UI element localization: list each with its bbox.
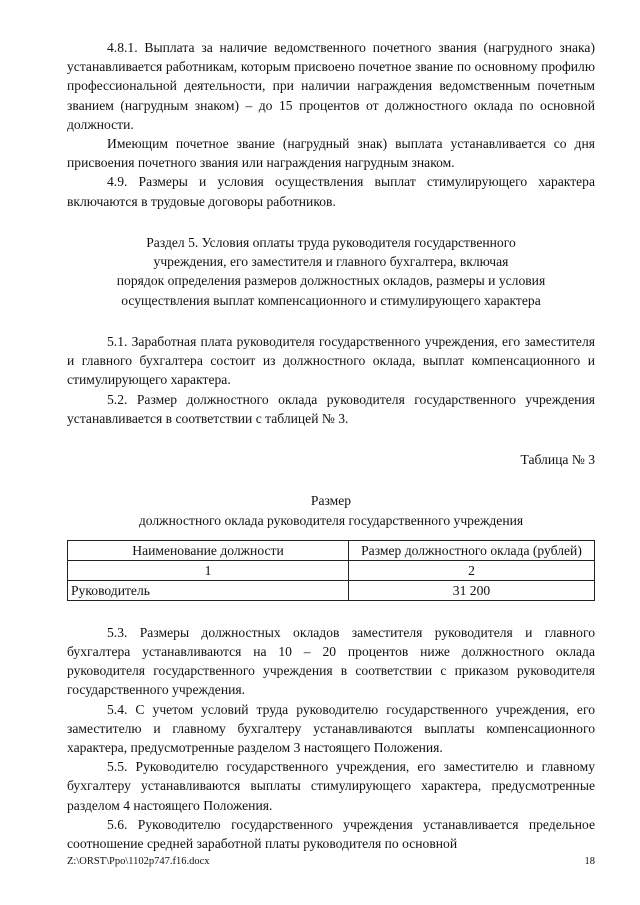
paragraph-4-8-1: 4.8.1. Выплата за наличие ведомственного почетного звания (нагрудного знака) устанавливается работникам, которым присвоено почетное звание по основному профилю профессиональной деятельности, при наличии награждения ведомственным почетным званием (нагрудным знаком) – до 15 процентов от должностного оклада по основной должности.: [67, 40, 595, 132]
paragraph-4-9: 4.9. Размеры и условия осуществления выплат стимулирующего характера включаются в трудовые договоры работников.: [67, 174, 595, 209]
table-header-row: [68, 540, 595, 560]
section-heading-line: порядок определения размеров должностных окладов, размеры и условия: [116, 273, 546, 289]
table-number-row: [68, 560, 595, 580]
table-cell-position: Руководитель: [68, 580, 349, 600]
paragraph-5-5: 5.5. Руководителю государственного учреждения, его заместителю и главному бухгалтеру устанавливаются выплаты стимулирующего характера, предусмотренные разделом 4 настоящего Положения.: [67, 759, 595, 813]
table-subtitle: должностного оклада руководителя государственного учреждения: [138, 512, 524, 528]
paragraph-honorary-title: Имеющим почетное звание (нагрудный знак) выплата устанавливается со дня присвоения почетного звания или награждения нагрудным знаком.: [67, 136, 595, 171]
section-heading-line: Раздел 5. Условия оплаты труда руководителя государственного: [146, 234, 516, 250]
page-footer: [67, 855, 595, 869]
section-heading-line: учреждения, его заместителя и главного бухгалтера, включая: [153, 254, 509, 270]
table-cell-salary: 31 200: [349, 580, 595, 600]
table-title: Размер: [310, 493, 352, 509]
footer-page-number: 18: [584, 856, 595, 867]
table-col-number: 2: [349, 560, 595, 580]
paragraph-5-4: 5.4. С учетом условий труда руководителю государственного учреждения, его заместителю и главному бухгалтеру устанавливаются выплаты компенсационного характера, предусмотренные разделом 3 настоящего Положения.: [67, 701, 595, 756]
table-label: Таблица № 3: [520, 452, 595, 468]
section-heading-line: осуществления выплат компенсационного и стимулирующего характера: [121, 292, 541, 308]
section-5-heading: [67, 233, 595, 310]
table-header-position: Наименование должности: [68, 540, 349, 560]
paragraph-5-2: 5.2. Размер должностного оклада руководителя государственного учреждения устанавливается в соответствии с таблицей № 3.: [67, 391, 595, 426]
table-row: [68, 580, 595, 600]
paragraph-5-6: 5.6. Руководителю государственного учреждения устанавливается предельное соотношение средней заработной платы руководителя по основной: [67, 816, 595, 852]
paragraph-5-1: 5.1. Заработная плата руководителя государственного учреждения, его заместителя и главного бухгалтера состоит из должностного оклада, выплат компенсационного и стимулирующего характера.: [67, 334, 595, 388]
salary-table: [67, 540, 595, 601]
table-col-number: 1: [68, 560, 349, 580]
table-header-salary: Размер должностного оклада (рублей): [349, 540, 595, 560]
document-page: [67, 38, 595, 853]
paragraph-5-3: 5.3. Размеры должностных окладов заместителя руководителя и главного бухгалтера устанавливаются на 10 – 20 процентов ниже должностного оклада руководителя государственного учреждения в соответствии с приказом руководителя государственного учреждения.: [67, 624, 595, 698]
footer-file-path: Z:\ORST\Ppo\1102p747.f16.docx: [67, 856, 210, 867]
